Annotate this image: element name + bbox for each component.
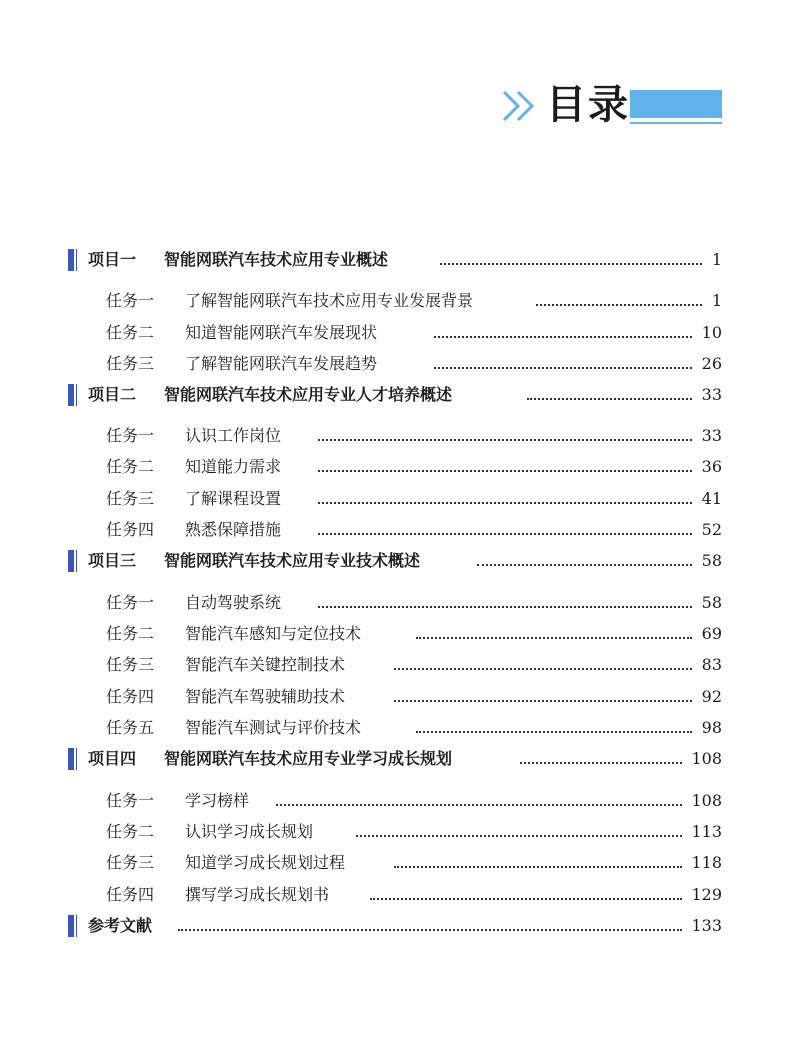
section-marker — [68, 550, 74, 572]
page-number: 129 — [691, 885, 722, 904]
toc-task-row[interactable] — [0, 684, 790, 710]
section-marker-line — [76, 550, 77, 572]
task-title: 智能汽车驾驶辅助技术 — [185, 687, 346, 706]
toc-task-row[interactable] — [0, 486, 790, 512]
task-title: 自动驾驶系统 — [185, 593, 282, 612]
section-marker — [68, 249, 74, 271]
toc-task-row[interactable] — [0, 351, 790, 377]
page-number: 92 — [701, 687, 722, 706]
task-label: 任务四 — [106, 520, 155, 539]
dot-leader — [178, 929, 682, 931]
toc-task-row[interactable] — [0, 882, 790, 908]
task-label: 任务三 — [106, 354, 155, 373]
project-label: 项目二 — [88, 385, 137, 404]
task-title: 智能汽车感知与定位技术 — [185, 624, 362, 643]
page-title: 目录 — [546, 81, 630, 128]
page-number: 36 — [701, 457, 722, 476]
dot-leader — [477, 564, 692, 566]
dot-leader — [394, 700, 692, 702]
section-marker-line — [76, 748, 77, 770]
task-title: 了解智能网联汽车技术应用专业发展背景 — [185, 291, 474, 310]
dot-leader — [416, 637, 692, 639]
page-number: 41 — [701, 489, 722, 508]
dot-leader — [318, 606, 692, 608]
task-title: 智能汽车关键控制技术 — [185, 655, 346, 674]
page-number: 26 — [701, 354, 722, 373]
page-number: 58 — [701, 551, 722, 570]
task-label: 任务一 — [106, 426, 155, 445]
toc-task-row[interactable] — [0, 454, 790, 480]
page-number: 108 — [691, 791, 722, 810]
task-label: 任务四 — [106, 687, 155, 706]
dot-leader — [394, 866, 682, 868]
page-number: 118 — [691, 853, 722, 872]
toc-header — [500, 82, 730, 132]
toc-task-row[interactable] — [0, 288, 790, 314]
title-accent-underline — [630, 122, 722, 124]
task-title: 知道能力需求 — [185, 457, 282, 476]
toc-task-row[interactable] — [0, 788, 790, 814]
section-marker-line — [76, 249, 77, 271]
task-title: 认识工作岗位 — [185, 426, 282, 445]
page-number: 1 — [711, 250, 722, 269]
page-number: 33 — [701, 385, 722, 404]
dot-leader — [318, 439, 692, 441]
task-label: 任务四 — [106, 885, 155, 904]
page-number: 108 — [691, 749, 722, 768]
dot-leader — [434, 336, 692, 338]
project-title: 智能网联汽车技术应用专业人才培养概述 — [164, 385, 453, 404]
task-label: 任务一 — [106, 593, 155, 612]
dot-leader — [356, 835, 682, 837]
toc-section-row[interactable] — [0, 746, 790, 772]
task-label: 任务三 — [106, 853, 155, 872]
task-title: 了解课程设置 — [185, 489, 282, 508]
task-label: 任务二 — [106, 822, 155, 841]
toc-task-row[interactable] — [0, 819, 790, 845]
project-title: 智能网联汽车技术应用专业概述 — [164, 250, 389, 269]
project-title: 智能网联汽车技术应用专业学习成长规划 — [164, 749, 453, 768]
task-title: 熟悉保障措施 — [185, 520, 282, 539]
dot-leader — [520, 762, 682, 764]
page-number: 113 — [691, 822, 722, 841]
section-marker-line — [76, 384, 77, 406]
task-title: 学习榜样 — [185, 791, 250, 810]
task-label: 任务三 — [106, 655, 155, 674]
toc-section-row[interactable] — [0, 548, 790, 574]
page-number: 10 — [701, 323, 722, 342]
dot-leader — [394, 668, 692, 670]
task-label: 任务二 — [106, 457, 155, 476]
dot-leader — [276, 804, 682, 806]
section-marker — [68, 384, 74, 406]
double-chevron-icon — [500, 88, 540, 124]
section-marker-line — [76, 915, 77, 937]
toc-task-row[interactable] — [0, 517, 790, 543]
dot-leader — [434, 367, 692, 369]
dot-leader — [440, 263, 702, 265]
toc-section-row[interactable] — [0, 913, 790, 939]
dot-leader — [318, 533, 692, 535]
toc-section-row[interactable] — [0, 382, 790, 408]
task-title: 知道智能网联汽车发展现状 — [185, 323, 378, 342]
task-label: 任务二 — [106, 624, 155, 643]
page-number: 98 — [701, 718, 722, 737]
task-label: 任务一 — [106, 791, 155, 810]
dot-leader — [318, 502, 692, 504]
dot-leader — [536, 304, 702, 306]
references-label: 参考文献 — [88, 916, 153, 935]
page-number: 69 — [701, 624, 722, 643]
toc-task-row[interactable] — [0, 652, 790, 678]
page-number: 1 — [711, 291, 722, 310]
dot-leader — [527, 398, 692, 400]
task-title: 了解智能网联汽车发展趋势 — [185, 354, 378, 373]
task-label: 任务二 — [106, 323, 155, 342]
dot-leader — [318, 470, 692, 472]
project-label: 项目一 — [88, 250, 137, 269]
title-accent-bar — [630, 90, 722, 118]
section-marker — [68, 748, 74, 770]
task-label: 任务一 — [106, 291, 155, 310]
dot-leader — [416, 731, 692, 733]
section-marker — [68, 915, 74, 937]
toc-task-row[interactable] — [0, 621, 790, 647]
project-label: 项目三 — [88, 551, 137, 570]
project-label: 项目四 — [88, 749, 137, 768]
task-title: 撰写学习成长规划书 — [185, 885, 330, 904]
page-number: 83 — [701, 655, 722, 674]
page-number: 52 — [701, 520, 722, 539]
toc-task-row[interactable] — [0, 423, 790, 449]
task-label: 任务三 — [106, 489, 155, 508]
task-title: 智能汽车测试与评价技术 — [185, 718, 362, 737]
page-number: 33 — [701, 426, 722, 445]
toc-task-row[interactable] — [0, 320, 790, 346]
task-label: 任务五 — [106, 718, 155, 737]
project-title: 智能网联汽车技术应用专业技术概述 — [164, 551, 421, 570]
toc-section-row[interactable] — [0, 247, 790, 273]
toc-task-row[interactable] — [0, 715, 790, 741]
task-title: 知道学习成长规划过程 — [185, 853, 346, 872]
toc-task-row[interactable] — [0, 850, 790, 876]
task-title: 认识学习成长规划 — [185, 822, 314, 841]
toc-task-row[interactable] — [0, 590, 790, 616]
dot-leader — [370, 898, 682, 900]
page-number: 133 — [691, 916, 722, 935]
page-number: 58 — [701, 593, 722, 612]
